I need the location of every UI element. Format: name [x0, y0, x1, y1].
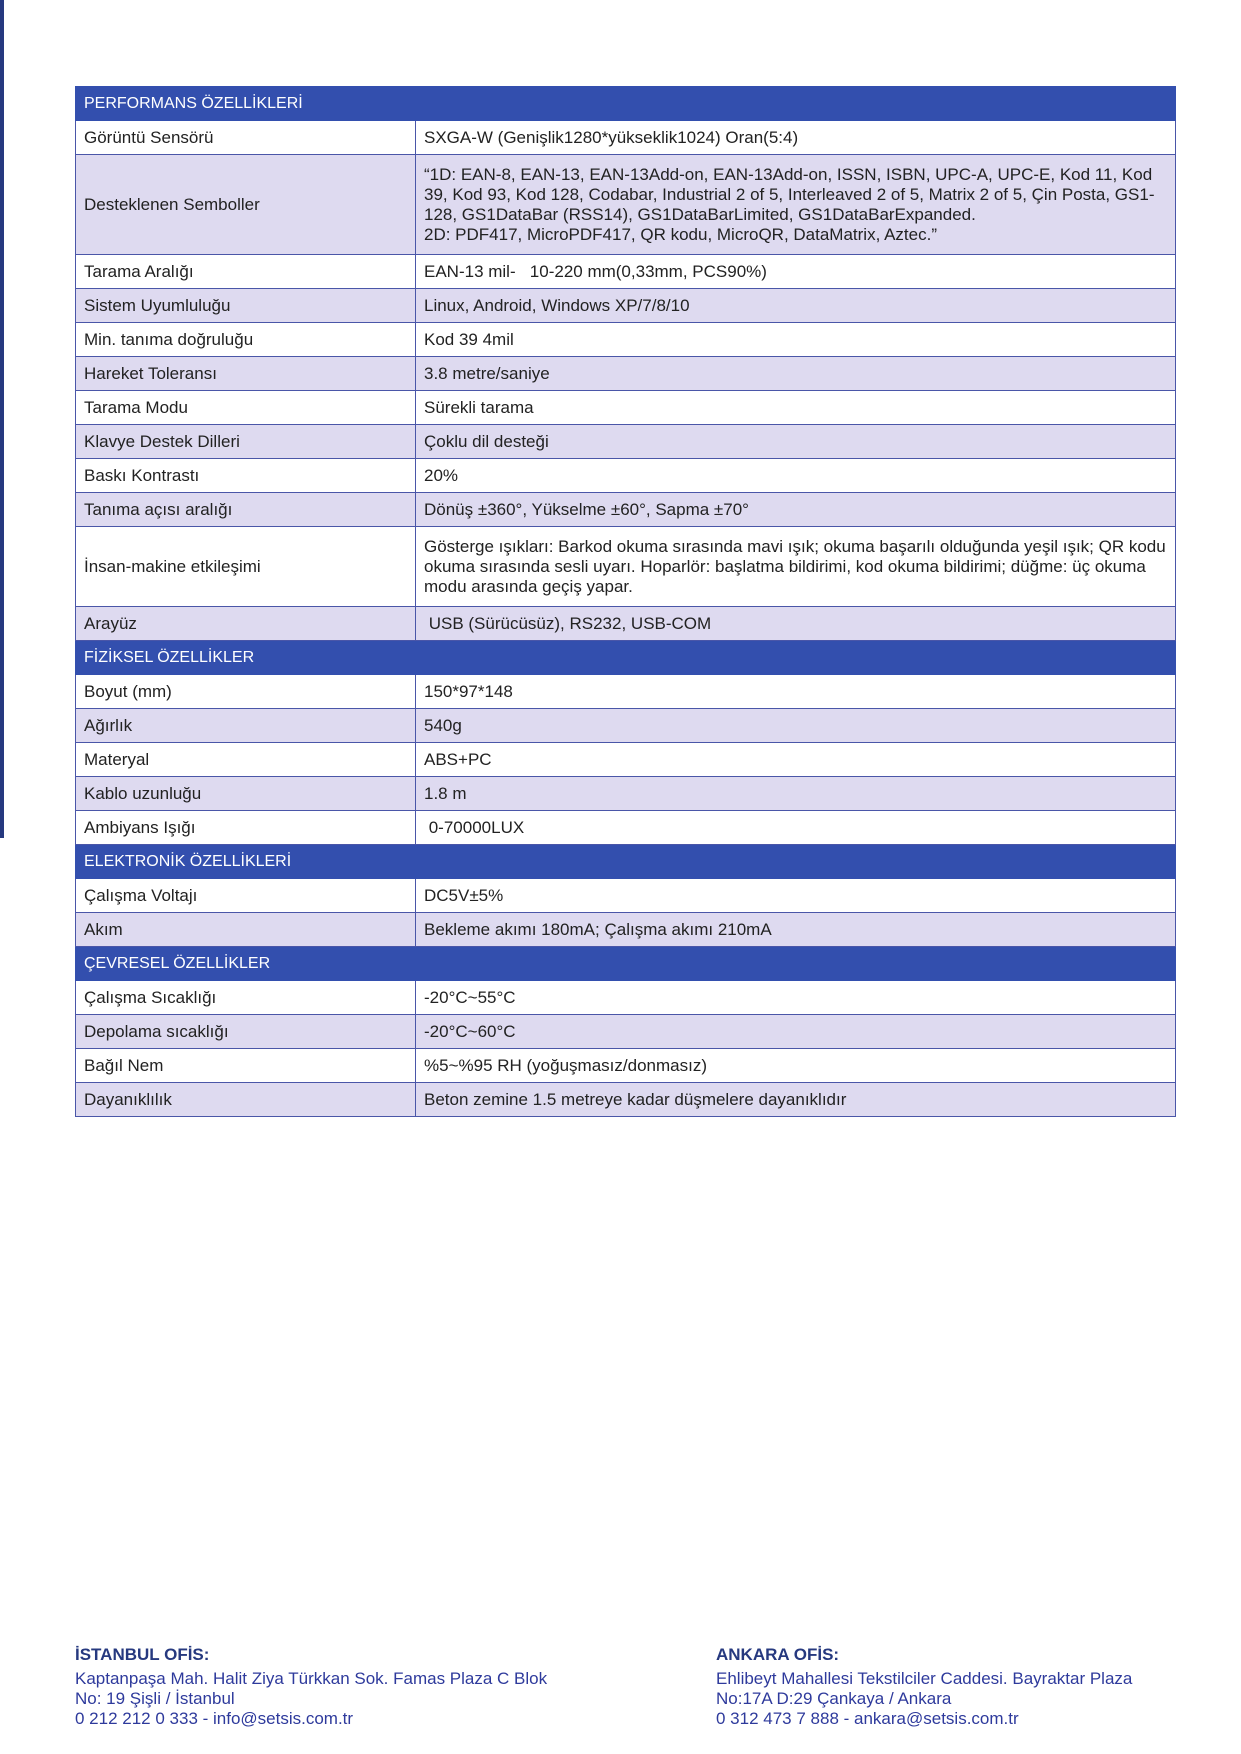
spec-label: Hareket Toleransı	[76, 357, 416, 391]
spec-value: 1.8 m	[416, 777, 1176, 811]
spec-value: Sürekli tarama	[416, 391, 1176, 425]
ankara-address-line1: Ehlibeyt Mahallesi Tekstilciler Caddesi. Bayraktar Plaza	[716, 1669, 1133, 1688]
spec-label: Baskı Kontrastı	[76, 459, 416, 493]
table-row	[76, 121, 1176, 155]
istanbul-address-line2: No: 19 Şişli / İstanbul	[75, 1689, 235, 1708]
section-header-physical	[76, 641, 1176, 675]
section-header-environmental	[76, 947, 1176, 981]
spec-value: 0-70000LUX	[416, 811, 1176, 845]
spec-label: Boyut (mm)	[76, 675, 416, 709]
spec-label: Görüntü Sensörü	[76, 121, 416, 155]
spec-label: Akım	[76, 913, 416, 947]
spec-label: Sistem Uyumluluğu	[76, 289, 416, 323]
table-row	[76, 527, 1176, 607]
left-accent-bar	[0, 0, 4, 838]
spec-label: Ağırlık	[76, 709, 416, 743]
spec-label: Tanıma açısı aralığı	[76, 493, 416, 527]
section-header-electronic	[76, 845, 1176, 879]
spec-value: 150*97*148	[416, 675, 1176, 709]
spec-value: “1D: EAN-8, EAN-13, EAN-13Add-on, EAN-13Add-on, ISSN, ISBN, UPC-A, UPC-E, Kod 11, Kod 39, Kod 93, Kod 128, Codabar, Industrial 2 of 5, Interleaved 2 of 5, Matrix 2 of 5, Çin Posta, GS1-128, GS1DataBar (RSS14), GS1DataBarLimited, GS1DataBarExpanded. 2D: PDF417, MicroPDF417, QR kodu, MicroQR, DataMatrix, Aztec.”	[416, 155, 1176, 255]
table-row	[76, 323, 1176, 357]
spec-value: 20%	[416, 459, 1176, 493]
section-title: ÇEVRESEL ÖZELLİKLER	[76, 947, 416, 981]
section-title: FİZİKSEL ÖZELLİKLER	[76, 641, 416, 675]
table-row	[76, 357, 1176, 391]
section-title: ELEKTRONİK ÖZELLİKLERİ	[76, 845, 416, 879]
table-row	[76, 425, 1176, 459]
spec-value: 540g	[416, 709, 1176, 743]
table-row	[76, 913, 1176, 947]
ankara-office-block	[716, 1645, 1196, 1729]
spec-value: SXGA-W (Genişlik1280*yükseklik1024) Oran(5:4)	[416, 121, 1176, 155]
table-row	[76, 1083, 1176, 1117]
section-empty-cell	[416, 845, 1176, 879]
table-row	[76, 981, 1176, 1015]
table-row	[76, 255, 1176, 289]
table-row	[76, 459, 1176, 493]
spec-label: Bağıl Nem	[76, 1049, 416, 1083]
spec-label: Depolama sıcaklığı	[76, 1015, 416, 1049]
table-row	[76, 155, 1176, 255]
spec-label: Arayüz	[76, 607, 416, 641]
spec-value: -20°C~55°C	[416, 981, 1176, 1015]
spec-label: Materyal	[76, 743, 416, 777]
section-header-performance	[76, 87, 1176, 121]
section-title: PERFORMANS ÖZELLİKLERİ	[76, 87, 416, 121]
table-row	[76, 777, 1176, 811]
spec-value: DC5V±5%	[416, 879, 1176, 913]
section-empty-cell	[416, 947, 1176, 981]
ankara-address-line2: No:17A D:29 Çankaya / Ankara	[716, 1689, 952, 1708]
spec-value: Kod 39 4mil	[416, 323, 1176, 357]
spec-label: Min. tanıma doğruluğu	[76, 323, 416, 357]
table-row	[76, 743, 1176, 777]
spec-value: Çoklu dil desteği	[416, 425, 1176, 459]
table-row	[76, 391, 1176, 425]
spec-value: Linux, Android, Windows XP/7/8/10	[416, 289, 1176, 323]
table-row	[76, 1049, 1176, 1083]
table-row	[76, 879, 1176, 913]
table-row	[76, 1015, 1176, 1049]
spec-label: Çalışma Sıcaklığı	[76, 981, 416, 1015]
table-row	[76, 811, 1176, 845]
table-row	[76, 607, 1176, 641]
istanbul-address-line1: Kaptanpaşa Mah. Halit Ziya Türkkan Sok. Famas Plaza C Blok	[75, 1669, 548, 1688]
section-empty-cell	[416, 87, 1176, 121]
spec-label: Kablo uzunluğu	[76, 777, 416, 811]
spec-label: Tarama Modu	[76, 391, 416, 425]
spec-label: Çalışma Voltajı	[76, 879, 416, 913]
ankara-office-title: ANKARA OFİS:	[716, 1645, 840, 1664]
spec-label: Desteklenen Semboller	[76, 155, 416, 255]
spec-value: USB (Sürücüsüz), RS232, USB-COM	[416, 607, 1176, 641]
spec-value: 3.8 metre/saniye	[416, 357, 1176, 391]
spec-label: Dayanıklılık	[76, 1083, 416, 1117]
spec-value: Beton zemine 1.5 metreye kadar düşmelere dayanıklıdır	[416, 1083, 1176, 1117]
table-row	[76, 709, 1176, 743]
spec-value: Gösterge ışıkları: Barkod okuma sırasında mavi ışık; okuma başarılı olduğunda yeşil ışık; QR kodu okuma sırasında sesli uyarı. Hoparlör: başlatma bildirimi, kod okuma bildirimi; düğme: üç okuma modu arasında geçiş yapar.	[416, 527, 1176, 607]
spec-value: ABS+PC	[416, 743, 1176, 777]
spec-label: Klavye Destek Dilleri	[76, 425, 416, 459]
istanbul-office-block	[75, 1645, 675, 1729]
spec-value: %5~%95 RH (yoğuşmasız/donmasız)	[416, 1049, 1176, 1083]
table-row	[76, 675, 1176, 709]
spec-value: -20°C~60°C	[416, 1015, 1176, 1049]
spec-value: EAN-13 mil- 10-220 mm(0,33mm, PCS90%)	[416, 255, 1176, 289]
spec-label: Tarama Aralığı	[76, 255, 416, 289]
istanbul-office-title: İSTANBUL OFİS:	[75, 1645, 210, 1664]
spec-label: İnsan-makine etkileşimi	[76, 527, 416, 607]
spec-label: Ambiyans Işığı	[76, 811, 416, 845]
table-row	[76, 493, 1176, 527]
spec-value: Dönüş ±360°, Yükselme ±60°, Sapma ±70°	[416, 493, 1176, 527]
spec-value: Bekleme akımı 180mA; Çalışma akımı 210mA	[416, 913, 1176, 947]
istanbul-contact-line: 0 212 212 0 333 - info@setsis.com.tr	[75, 1709, 354, 1728]
table-row	[76, 289, 1176, 323]
ankara-contact-line: 0 312 473 7 888 - ankara@setsis.com.tr	[716, 1709, 1019, 1728]
spec-table	[75, 86, 1176, 1117]
section-empty-cell	[416, 641, 1176, 675]
